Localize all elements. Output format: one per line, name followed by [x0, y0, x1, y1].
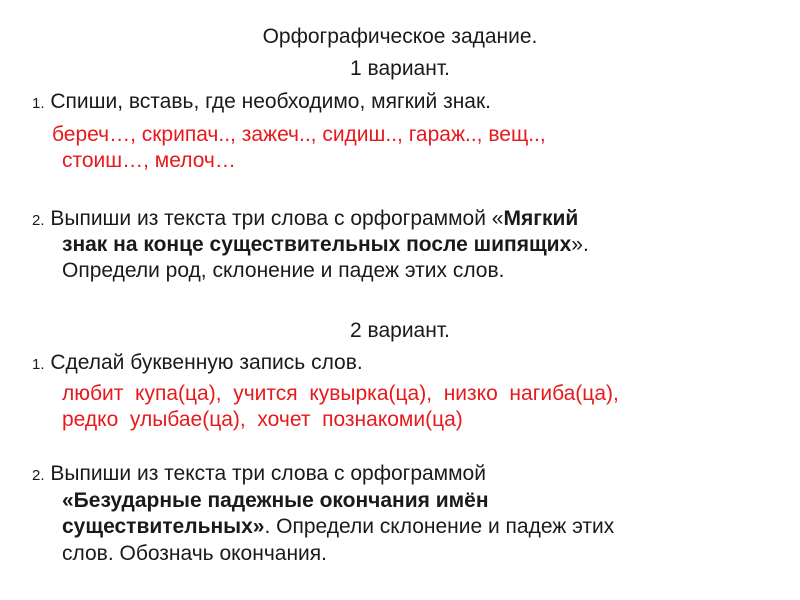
v2-task1-instruction: [32, 350, 363, 378]
v2-task1-number: 1.: [32, 356, 45, 373]
v2-task2-bold-rest: существительных»: [62, 515, 265, 538]
v2-task1-text: Сделай буквенную запись слов.: [44, 351, 363, 374]
variant-1-heading: 1 вариант.: [350, 57, 450, 80]
v1-task1-number: 1.: [32, 95, 45, 112]
variant-2-heading: 2 вариант.: [350, 319, 450, 342]
v2-task1-words-line2: редко улыбае(ца), хочет познакоми(ца): [62, 408, 463, 431]
v1-task2-suffix: ».: [571, 233, 589, 256]
v2-task2-line1: [32, 461, 486, 489]
v1-task1-instruction: [32, 89, 491, 117]
v2-task2-line4: слов. Обозначь окончания.: [62, 542, 327, 565]
v1-task2-number: 2.: [32, 212, 45, 229]
v1-task2-prefix: Выпиши из текста три слова с орфограммой «: [44, 207, 504, 230]
page-title: Орфографическое задание.: [262, 25, 538, 48]
v2-task2-suffix: . Определи склонение и падеж этих: [264, 515, 615, 538]
v1-task1-words-line2: стоиш…, мелоч…: [62, 149, 236, 172]
v1-task2-bold-start: Мягкий: [503, 207, 579, 230]
v1-task2-line1: [32, 206, 578, 234]
v2-task1-words-line1: любит купа(ца), учится кувырка(ца), низко нагиба(ца),: [62, 382, 619, 405]
v1-task2-bold-rest: знак на конце существительных после шипящих: [62, 233, 572, 256]
v2-task2-bold-start: «Безударные падежные окончания имён: [62, 489, 489, 512]
v2-task2-line2: [62, 488, 489, 514]
v2-task2-number: 2.: [32, 467, 45, 484]
v1-task2-line2: [62, 232, 589, 258]
v2-task2-text: Выпиши из текста три слова с орфограммой: [44, 462, 486, 485]
v1-task2-line3: Определи род, склонение и падеж этих слов.: [62, 259, 505, 282]
v1-task1-words-line1: береч…, скрипач.., зажеч.., сидиш.., гараж.., вещ..,: [52, 123, 546, 146]
v2-task2-line3: [62, 514, 614, 540]
v1-task1-text: Спиши, вставь, где необходимо, мягкий знак.: [44, 90, 492, 113]
